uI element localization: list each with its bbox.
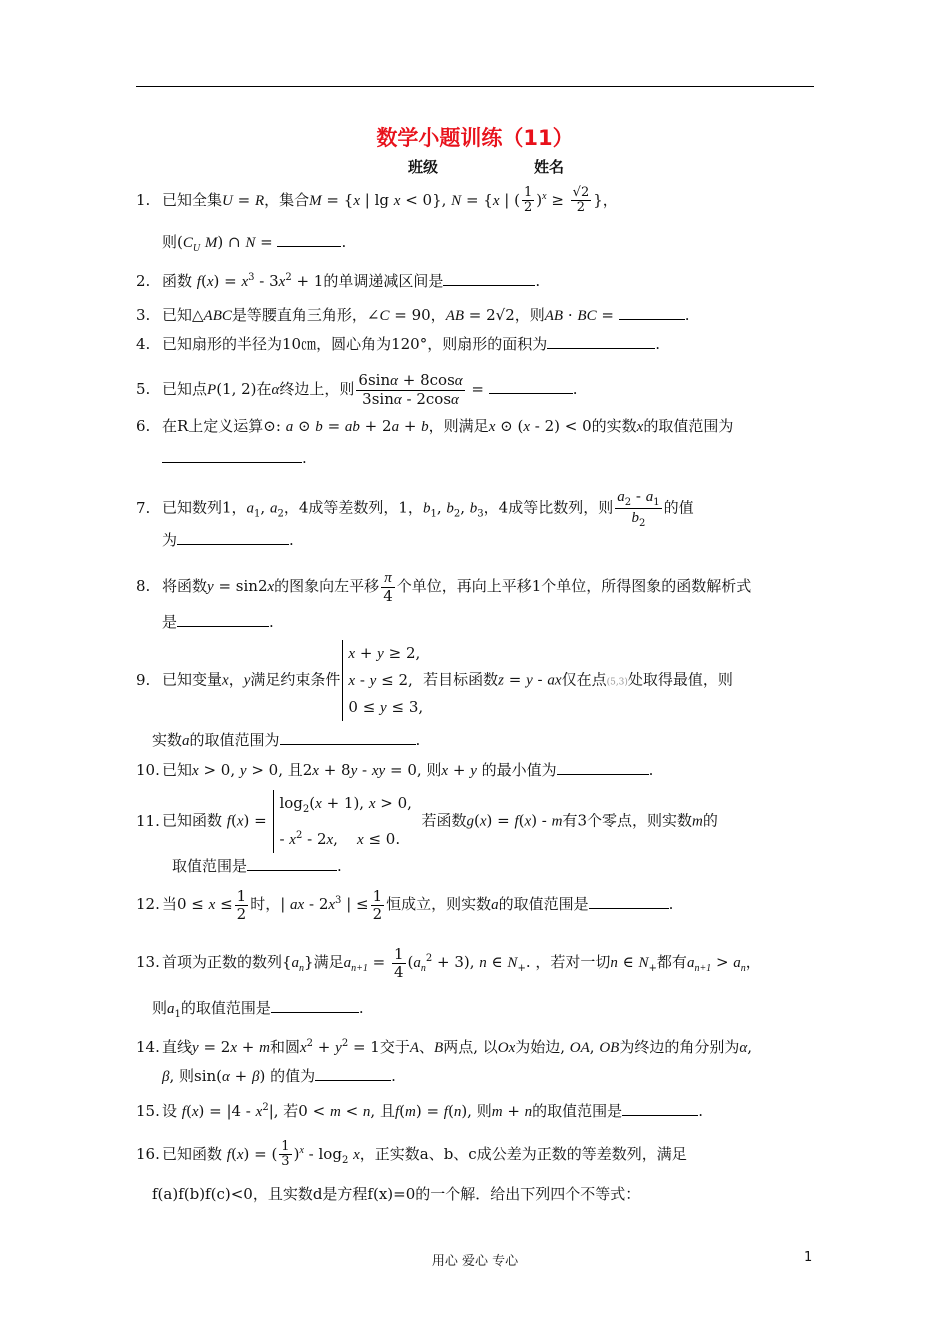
header-rule xyxy=(136,86,814,87)
question-3: 3. 已知△ABC是等腰直角三角形，∠C = 90，AB = 2√2，则AB · BC = . xyxy=(136,306,690,324)
question-15: 15. 设 $f(x) = |4 - x^2|$, 若0 < m < n, 且f(m) = f(n), 则m + n的取值范围是 . xyxy=(136,1102,703,1120)
question-6: 6. 在R上定义运算⊙: a ⊙ b = ab + 2a + b，则满足x ⊙ (x - 2) < 0的实数x的取值范围为 xyxy=(136,417,734,435)
question-16: 16. 已知函数 f(x) = ( $\frac{1}{3}$ )$^x - \log_2 x$，正实数a、b、c成公差为正数的等差数列，满足 xyxy=(136,1139,687,1170)
class-label: 班级 xyxy=(408,158,439,176)
question-8: 8. 将函数y = sin2x的图象向左平移 $\frac{\pi}{4}$ 个单位，再向上平移1个单位，所得图象的函数解析式 xyxy=(136,570,752,605)
question-7: 7. 已知数列1，$a_1$, $a_2$，4成等差数列，1，$b_1$, $b_2$, $b_3$，4成等比数列，则 $\frac{a_2 - a_1}{b_2}$ 的值 xyxy=(136,487,694,529)
question-4: 4. 已知扇形的半径为10㎝，圆心角为120°，则扇形的面积为 . xyxy=(136,335,661,353)
question-9: 9. 已知变量x，y满足约束条件x + y ≥ 2, x - y ≤ 2, 0 ≤ y ≤ 3,若目标函数z = y - ax仅在点(5,3)处取得最值，则 xyxy=(136,640,733,721)
question-1: 1. 已知全集U = R，集合M = {x | lg x < 0}, N = {x | ( $\frac{1}{2}$ )$^x$ ≥ $\frac{√2}{2}$ }， xyxy=(136,185,618,216)
question-14-cont: β, 则sin(α + β) 的值为 . xyxy=(162,1067,396,1085)
question-11-cont: 取值范围是 . xyxy=(172,857,342,875)
page-title: 数学小题训练（11） xyxy=(376,126,574,150)
question-8-cont: 是 . xyxy=(162,613,274,631)
page-number: 1 xyxy=(804,1250,813,1265)
question-13-cont: 则$a_1$的取值范围是 . xyxy=(152,999,364,1020)
question-10: 10. 已知x > 0, y > 0, 且2x + 8y - xy = 0, 则x + y 的最小值为 . xyxy=(136,761,654,779)
question-14: 14. 直线y = 2x + m和圆$x^2 + y^2 = 1$交于A、B两点, 以Ox为始边, OA, OB为终边的角分别为α, xyxy=(136,1038,753,1056)
question-6-cont: . xyxy=(162,448,307,468)
question-16-cont: f(a)f(b)f(c)<0，且实数d是方程f(x)=0的一个解．给出下列四个不等式： xyxy=(152,1185,641,1203)
question-9-cont: 实数a的取值范围为 . xyxy=(152,731,421,749)
question-11: 11. 已知函数 $f(x) = \log_2(x + 1)$, x > 0, - $x^2 - 2x$, x ≤ 0. 若函数g(x) = f(x) - m有3个零点，则实数m的 xyxy=(136,790,718,853)
question-12: 12. 当0 ≤ x ≤ $\frac{1}{2}$ 时，| ax - $2x^3$ | ≤ $\frac{1}{2}$ 恒成立，则实数a的取值范围是 . xyxy=(136,887,674,923)
question-2: 2. 函数 $f(x) = x^3 - 3x^2 + 1$的单调递减区间是 . xyxy=(136,272,541,290)
question-7-cont: 为 . xyxy=(162,531,294,549)
question-5: 5. 已知点P(1, 2)在α终边上，则 $\frac{6\sin\alpha + 8\cos\alpha}{3\sin\alpha - 2\cos\alpha}$ = . xyxy=(136,371,578,408)
question-1-cont: 则($C_U$ M) ∩ N = . xyxy=(162,233,347,254)
question-13: 13. 首项为正数的数列$\{a_n\}$满足$a_{n+1}$ = $\frac{1}{4}$ $(a_n^2 + 3)$, n ∈ $N_+$. ，若对一切n ∈ $N_+$都有$a_{n+1} > a_n$， xyxy=(136,945,761,981)
footer-motto: 用心 爱心 专心 xyxy=(431,1254,519,1269)
name-label: 姓名 xyxy=(534,158,565,176)
